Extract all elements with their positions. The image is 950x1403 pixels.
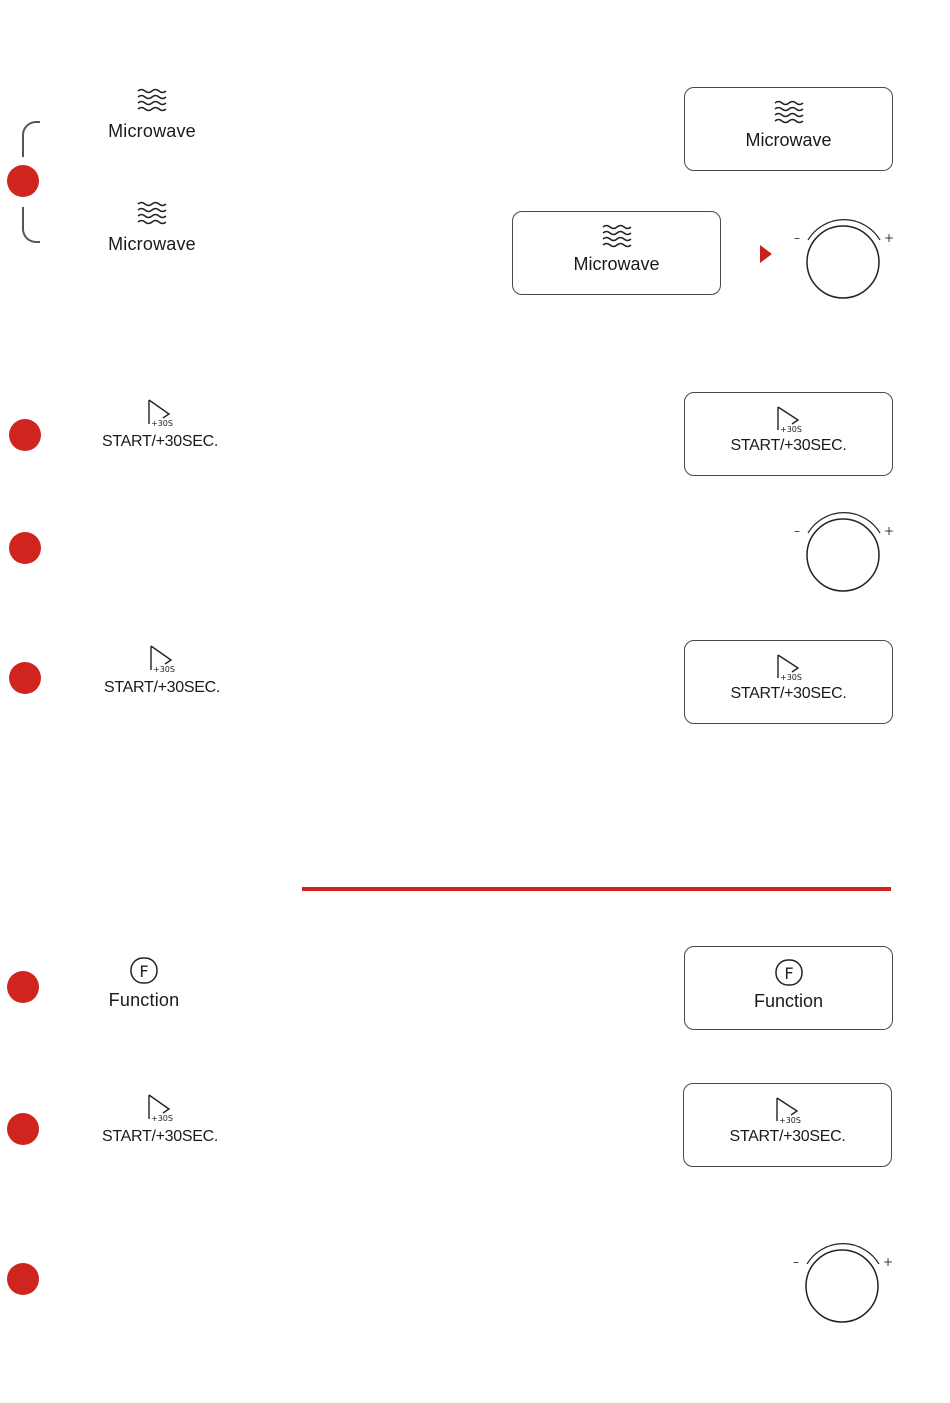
svg-text:+: +	[883, 1255, 894, 1269]
inline-start-1	[100, 398, 220, 451]
function-icon	[774, 959, 804, 987]
svg-text:F: F	[139, 962, 149, 981]
microwave-waves-icon	[602, 224, 632, 250]
microwave-waves-icon	[137, 201, 167, 229]
start-play-icon	[772, 653, 806, 681]
step-marker-5	[7, 971, 39, 1003]
control-knob-3	[789, 1236, 897, 1328]
inline-start-3	[100, 1093, 220, 1146]
microwave-waves-icon	[774, 100, 804, 126]
start-play-icon	[143, 1093, 177, 1123]
svg-text:–: –	[793, 1255, 799, 1269]
start-label: START/+30SEC.	[102, 433, 218, 450]
step-marker-2	[9, 419, 41, 451]
start-key	[684, 392, 893, 476]
microwave-label: Microwave	[108, 234, 196, 254]
start-key	[683, 1083, 892, 1167]
group-bracket-bottom	[22, 207, 40, 243]
svg-text:+30S: +30S	[779, 425, 802, 433]
svg-text:–: –	[794, 231, 800, 245]
function-label: Function	[108, 990, 180, 1010]
svg-text:–: –	[794, 524, 800, 538]
start-label: START/+30SEC.	[102, 1128, 218, 1145]
start-key	[684, 640, 893, 724]
microwave-key	[512, 211, 721, 295]
svg-text:+: +	[884, 524, 895, 538]
arrow-right-icon	[760, 245, 772, 263]
step-marker-3	[9, 532, 41, 564]
microwave-key	[684, 87, 893, 171]
svg-text:+30S: +30S	[778, 1116, 801, 1124]
step-marker-1	[7, 165, 39, 197]
section-divider	[302, 887, 891, 891]
function-icon	[129, 957, 159, 985]
start-play-icon	[145, 644, 179, 674]
start-key-label: START/+30SEC.	[729, 1128, 846, 1145]
start-play-icon	[771, 1096, 805, 1124]
dial-knob-icon	[790, 212, 898, 304]
function-key	[684, 946, 893, 1030]
microwave-key-label: Microwave	[573, 254, 660, 274]
inline-microwave-1	[104, 88, 200, 142]
dial-knob-icon	[789, 1236, 897, 1328]
step-marker-6	[7, 1113, 39, 1145]
control-knob-1	[790, 212, 898, 304]
svg-text:+: +	[884, 231, 895, 245]
step-marker-7	[7, 1263, 39, 1295]
microwave-waves-icon	[137, 88, 167, 116]
svg-text:+30S: +30S	[779, 673, 802, 681]
control-knob-2	[790, 505, 898, 597]
svg-text:+30S: +30S	[153, 665, 175, 674]
group-bracket-top	[22, 121, 40, 157]
svg-text:F: F	[783, 964, 794, 983]
step-marker-4	[9, 662, 41, 694]
inline-start-2	[102, 644, 222, 697]
start-key-label: START/+30SEC.	[730, 437, 847, 454]
start-key-label: START/+30SEC.	[730, 685, 847, 702]
svg-text:+30S: +30S	[151, 419, 173, 428]
function-key-label: Function	[753, 991, 824, 1011]
microwave-label: Microwave	[108, 121, 196, 141]
svg-text:+30S: +30S	[151, 1114, 173, 1123]
inline-function	[104, 957, 184, 1011]
microwave-key-label: Microwave	[745, 130, 832, 150]
start-play-icon	[772, 405, 806, 433]
inline-microwave-2	[104, 201, 200, 255]
start-label: START/+30SEC.	[104, 679, 220, 696]
start-play-icon	[143, 398, 177, 428]
dial-knob-icon	[790, 505, 898, 597]
